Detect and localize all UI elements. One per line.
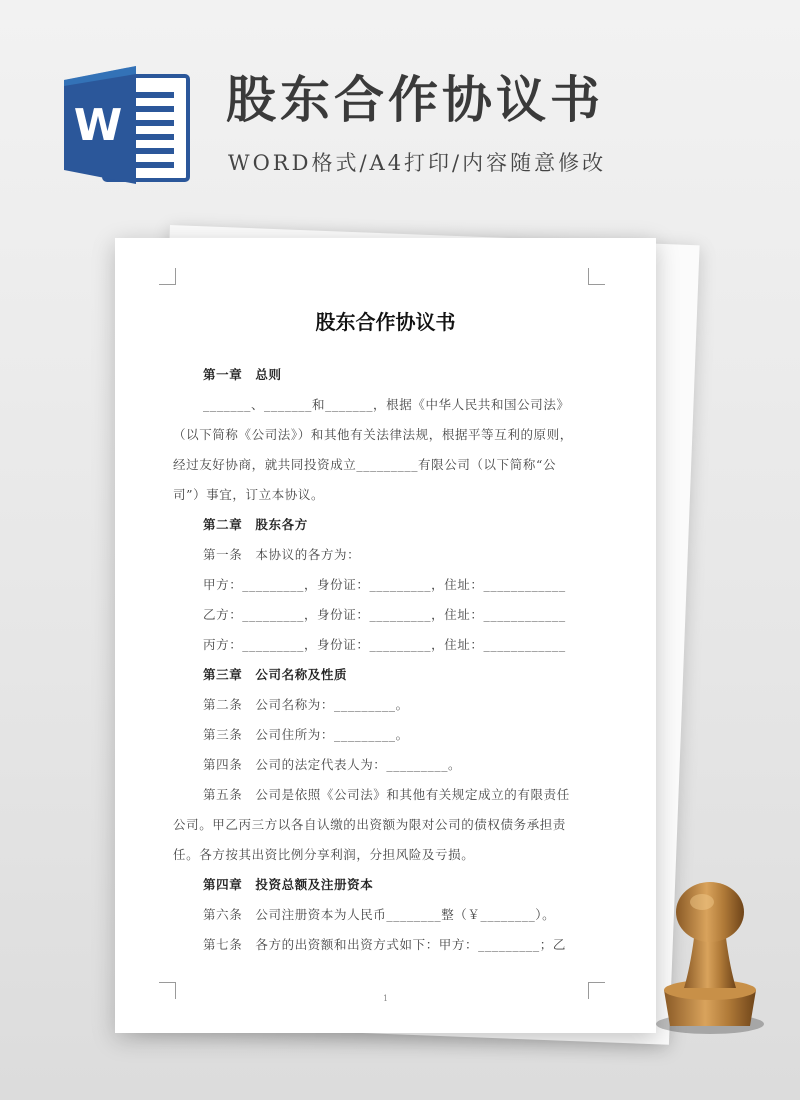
banner-title: 股东合作协议书 (226, 71, 604, 129)
body-line: （以下简称《公司法》）和其他有关法律法规，根据平等互利的原则， (173, 427, 573, 442)
crop-mark-top-right (588, 268, 605, 285)
body-line: 司”）事宜，订立本协议。 (173, 487, 325, 502)
body-line: 第一条 本协议的各方为： (203, 547, 361, 562)
document-title: 股东合作协议书 (315, 310, 456, 334)
wooden-seal-stamp-icon (650, 878, 770, 1038)
body-line: 任。各方按其出资比例分享利润，分担风险及亏损。 (173, 847, 475, 862)
body-line: 第五条 公司是依照《公司法》和其他有关规定成立的有限责任 (203, 787, 570, 802)
word-logo-icon (64, 66, 190, 184)
document-page (115, 238, 656, 1033)
page-number: 1 (382, 994, 389, 1003)
body-line: 乙方：_________，身份证：_________，住址：____________ (203, 607, 566, 622)
chapter-heading: 第三章 公司名称及性质 (203, 667, 348, 682)
body-line: 经过友好协商，就共同投资成立_________有限公司（以下简称“公 (173, 457, 557, 472)
body-line: 甲方：_________，身份证：_________，住址：____________ (203, 577, 566, 592)
chapter-heading: 第二章 股东各方 (203, 517, 308, 532)
body-line: 第七条 各方的出资额和出资方式如下：甲方：_________；乙 (203, 937, 566, 952)
body-line: 丙方：_________，身份证：_________，住址：____________ (203, 637, 566, 652)
body-line: 公司。甲乙丙三方以各自认缴的出资额为限对公司的债权债务承担责 (173, 817, 567, 832)
body-line: 第三条 公司住所为：_________。 (203, 727, 409, 742)
chapter-heading: 第四章 投资总额及注册资本 (203, 877, 374, 892)
body-line: _______、_______和_______，根据《中华人民共和国公司法》 (203, 397, 570, 412)
word-logo-letter: W (73, 100, 123, 151)
banner-subtitle: WORD格式/A4打印/内容随意修改 (228, 151, 607, 175)
body-line: 第二条 公司名称为：_________。 (203, 697, 409, 712)
crop-mark-top-left (159, 268, 176, 285)
body-line: 第四条 公司的法定代表人为：_________。 (203, 757, 462, 772)
body-line: 第六条 公司注册资本为人民币________整（￥________）。 (203, 907, 556, 922)
chapter-heading: 第一章 总则 (203, 367, 282, 382)
